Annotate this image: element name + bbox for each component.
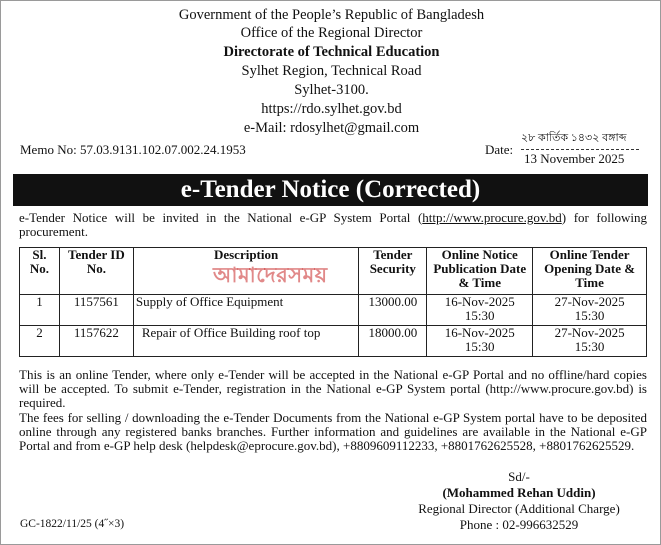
header-website: https://rdo.sylhet.gov.bd <box>261 101 402 117</box>
row-opening-date: 27-Nov-2025 <box>554 325 625 340</box>
gc-code: GC-1822/11/25 (4˝×3) <box>20 518 125 530</box>
table-row <box>20 295 647 326</box>
col-header-tender-id: Tender ID No. <box>59 248 133 295</box>
row-publication-date: 16-Nov-2025 <box>444 325 515 340</box>
row-tender-id: 1157622 <box>59 326 133 357</box>
intro-text-after: ) for following procurement. <box>19 210 647 239</box>
row-security: 18000.00 <box>359 326 427 357</box>
header-directorate: Directorate of Technical Education <box>223 44 440 60</box>
online-tender-paragraph: This is an online Tender, where only e-Tender will be accepted in the National e-GP Portal and no offline/hard copies will be accepted. To submit e-Tender, registration in the National e-GP System portal (http://www.procure.gov.bd) is required. <box>19 367 647 411</box>
date-value: 13 November 2025 <box>524 151 625 166</box>
date-divider <box>521 149 639 150</box>
col-header-opening: Online Tender Opening Date & Time <box>533 248 647 295</box>
intro-text-before: e-Tender Notice will be invited in the National e-GP System Portal ( <box>19 210 423 225</box>
col-header-security: Tender Security <box>359 248 427 295</box>
row-sl: 1 <box>20 295 60 326</box>
signatory-name: (Mohammed Rehan Uddin) <box>442 485 596 500</box>
row-sl: 2 <box>20 326 60 357</box>
header-city: Sylhet-3100. <box>294 82 369 98</box>
row-opening <box>533 295 647 326</box>
header-email: e-Mail: rdosylhet@gmail.com <box>243 120 420 136</box>
fees-paragraph: The fees for selling / downloading the e-Tender Documents from the National e-GP System portal have to be deposited online through any registered banks branches. Further information and guidelines are available in the National e-GP Portal and from e-GP help desk (helpdesk@eprocure.gov.bd), +8809609112233, +8801762625528, +8801762625529. <box>19 410 647 454</box>
row-security: 13000.00 <box>359 295 427 326</box>
col-header-description: Description <box>133 248 358 295</box>
memo-number: Memo No: 57.03.9131.102.07.002.24.1953 <box>20 142 246 157</box>
notice-title: e-Tender Notice (Corrected) <box>13 174 648 206</box>
row-publication <box>427 326 533 357</box>
table-header-row <box>20 248 647 295</box>
row-publication <box>427 295 533 326</box>
col-header-publication: Online Notice Publication Date & Time <box>427 248 533 295</box>
date-label: Date: <box>485 142 514 157</box>
row-opening-time: 15:30 <box>574 339 605 354</box>
signatory-designation: Regional Director (Additional Charge) <box>418 501 620 516</box>
row-publication-date: 16-Nov-2025 <box>444 294 515 309</box>
table-row <box>20 326 647 357</box>
signatory-phone: Phone : 02-996632529 <box>459 517 579 532</box>
newspaper-watermark: আমাদেরসময় <box>213 263 328 287</box>
row-description: Supply of Office Equipment <box>133 295 358 326</box>
col-header-sl: Sl. No. <box>20 248 60 295</box>
header-office: Office of the Regional Director <box>240 25 423 41</box>
row-publication-time: 15:30 <box>464 339 495 354</box>
procure-link[interactable]: http://www.procure.gov.bd <box>422 210 562 225</box>
row-opening-date: 27-Nov-2025 <box>554 294 625 309</box>
header-government: Government of the People’s Republic of Bangladesh <box>178 7 485 23</box>
bangla-date: ২৮ কার্তিক ১৪৩২ বঙ্গাব্দ <box>521 132 627 144</box>
signature-sd: Sd/- <box>508 469 530 484</box>
row-tender-id: 1157561 <box>59 295 133 326</box>
intro-paragraph <box>19 211 647 239</box>
row-opening-time: 15:30 <box>574 308 605 323</box>
row-publication-time: 15:30 <box>464 308 495 323</box>
row-opening <box>533 326 647 357</box>
tender-table <box>19 247 647 357</box>
row-description: Repair of Office Building roof top <box>133 326 358 357</box>
header-region: Sylhet Region, Technical Road <box>241 63 422 79</box>
